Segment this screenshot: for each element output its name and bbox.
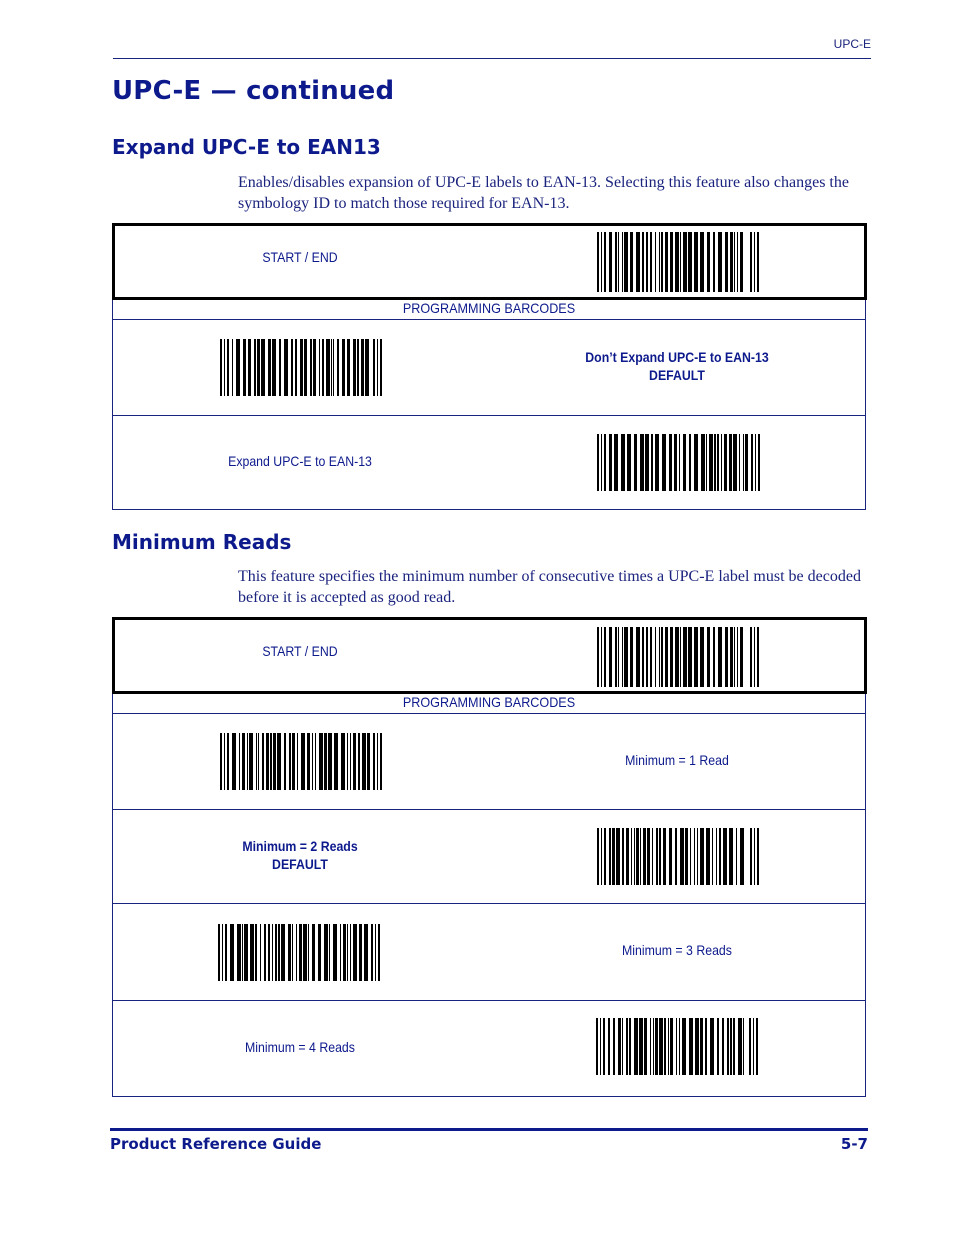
option-label-minimum-4: Minimum = 4 Reads bbox=[245, 1039, 355, 1055]
programming-barcodes-label: PROGRAMMING BARCODES bbox=[402, 694, 576, 710]
start-end-label: START / END bbox=[262, 643, 338, 659]
barcode-start-end[interactable] bbox=[597, 232, 759, 292]
option-label-dont-expand: Don’t Expand UPC-E to EAN-13 DEFAULT bbox=[585, 349, 769, 383]
barcode-minimum-4[interactable] bbox=[596, 1018, 758, 1075]
row-divider bbox=[112, 903, 866, 904]
row-divider bbox=[112, 809, 866, 810]
barcode-minimum-1[interactable] bbox=[220, 733, 382, 790]
programming-barcodes-label: PROGRAMMING BARCODES bbox=[402, 300, 576, 316]
section-heading-minimum-reads: Minimum Reads bbox=[112, 530, 292, 554]
row-divider bbox=[112, 415, 866, 416]
option-label-minimum-3: Minimum = 3 Reads bbox=[622, 942, 732, 958]
start-end-label: START / END bbox=[262, 249, 338, 265]
header-rule bbox=[113, 58, 871, 59]
footer-page-number: 5-7 bbox=[840, 1135, 868, 1153]
row-divider bbox=[112, 319, 866, 320]
page-title: UPC-E — continued bbox=[112, 76, 395, 106]
footer-guide-name: Product Reference Guide bbox=[110, 1135, 322, 1153]
row-divider bbox=[112, 1000, 866, 1001]
barcode-dont-expand[interactable] bbox=[220, 339, 382, 396]
footer-rule bbox=[110, 1128, 868, 1131]
option-label-minimum-2: Minimum = 2 Reads DEFAULT bbox=[242, 838, 358, 872]
section-description-minimum-reads: This feature specifies the minimum number of consecutive times a UPC-E label must be decoded before it is accepted as good read. bbox=[238, 568, 861, 606]
barcode-minimum-2[interactable] bbox=[597, 828, 759, 885]
running-header: UPC-E bbox=[833, 37, 871, 51]
barcode-start-end[interactable] bbox=[597, 627, 759, 687]
section-heading-expand: Expand UPC-E to EAN13 bbox=[112, 135, 381, 159]
section-description-expand: Enables/disables expansion of UPC-E labels to EAN-13. Selecting this feature also changes the symbology ID to match those required for EAN-13. bbox=[238, 174, 849, 212]
barcode-minimum-3[interactable] bbox=[218, 924, 380, 981]
barcode-expand[interactable] bbox=[597, 434, 760, 491]
option-label-expand: Expand UPC-E to EAN-13 bbox=[228, 453, 372, 469]
option-label-minimum-1: Minimum = 1 Read bbox=[625, 752, 729, 768]
row-divider bbox=[112, 713, 866, 714]
